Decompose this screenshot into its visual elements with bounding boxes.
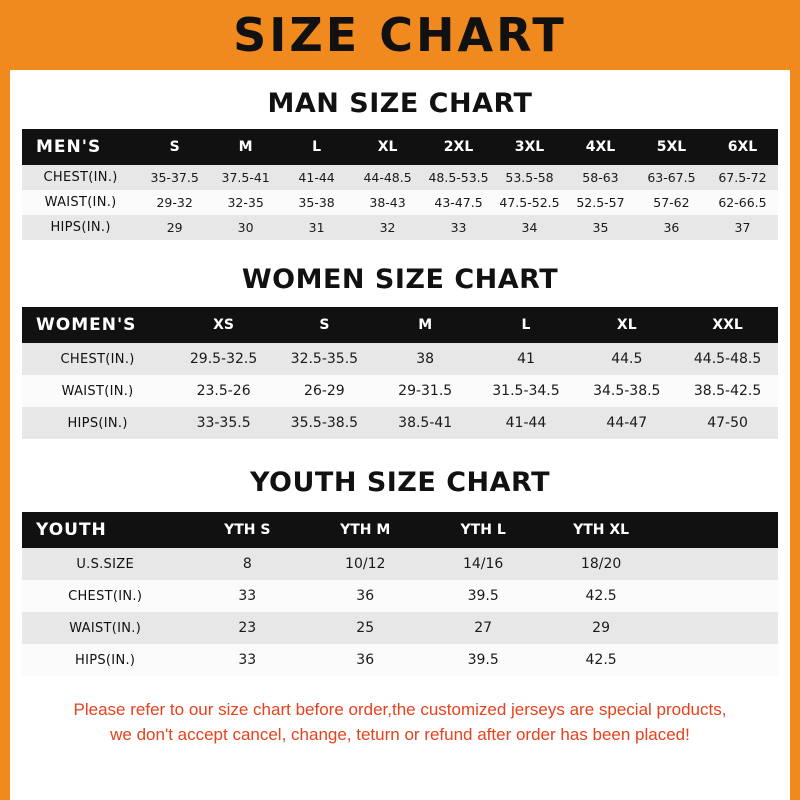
row-label: HIPS(IN.) <box>67 415 128 431</box>
cell: 53.5-58 <box>505 170 554 185</box>
cell: 25 <box>356 620 375 636</box>
notice-line-1: Please refer to our size chart before order,the customized jerseys are special products, <box>73 700 727 719</box>
row-label: WAIST(IN.) <box>44 195 117 210</box>
women-section-title: WOMEN SIZE CHART <box>241 264 559 295</box>
cell <box>660 644 778 676</box>
cell: 37 <box>734 220 751 235</box>
col-header: XXL <box>677 307 778 343</box>
row-label: CHEST(IN.) <box>60 351 135 367</box>
cell <box>660 580 778 612</box>
col-header: M <box>210 129 281 165</box>
table-header-row <box>22 129 778 165</box>
cell: 58-63 <box>582 170 619 185</box>
man-size-table <box>22 129 778 240</box>
cell: 23 <box>238 620 257 636</box>
cell: 35.5-38.5 <box>290 415 359 431</box>
cell: 29 <box>592 620 610 636</box>
cell: 36 <box>356 588 375 604</box>
col-header: L <box>476 307 577 343</box>
cell: 34.5-38.5 <box>593 383 661 399</box>
cell: 38 <box>416 351 435 367</box>
page-title: SIZE CHART <box>233 8 567 62</box>
cell: 67.5-72 <box>718 170 767 185</box>
col-header: XL <box>576 307 677 343</box>
cell: 43-47.5 <box>434 195 483 210</box>
cell: 47-50 <box>707 415 748 431</box>
table-row <box>22 548 778 580</box>
cell: 23.5-26 <box>196 383 251 399</box>
col-header: S <box>274 307 375 343</box>
cell: 39.5 <box>467 652 499 668</box>
cell: 29.5-32.5 <box>189 351 258 367</box>
col-header: M <box>375 307 476 343</box>
cell: 32-35 <box>227 195 264 210</box>
cell: 33-35.5 <box>196 415 251 431</box>
cell: 41-44 <box>505 415 547 431</box>
table-row <box>22 580 778 612</box>
table-row <box>22 612 778 644</box>
cell: 44.5 <box>611 351 643 367</box>
col-header: 2XL <box>423 129 494 165</box>
col-header: YTH XL <box>542 512 660 548</box>
cell: 18/20 <box>580 556 622 572</box>
cell: 10/12 <box>345 556 386 572</box>
cell: 36 <box>356 652 375 668</box>
col-header: 4XL <box>565 129 636 165</box>
notice-line-2: we don't accept cancel, change, teturn or refund after order has been placed! <box>110 724 690 744</box>
cell: 62-66.5 <box>718 195 767 210</box>
row-label: CHEST(IN.) <box>43 170 118 185</box>
cell: 42.5 <box>585 652 617 668</box>
col-header: XL <box>352 129 423 165</box>
cell: 29-32 <box>156 195 193 210</box>
col-header: YTH L <box>424 512 542 548</box>
content <box>10 88 790 747</box>
cell: 8 <box>242 556 252 572</box>
table-header-row <box>22 512 778 548</box>
cell: 38.5-42.5 <box>693 383 762 399</box>
banner <box>0 0 800 70</box>
row-label: WAIST(IN.) <box>69 620 142 636</box>
table-row <box>22 407 778 439</box>
cell: 33 <box>450 220 467 235</box>
cell: 29 <box>166 220 183 235</box>
cell: 31.5-34.5 <box>492 383 560 399</box>
col-header: MEN'S <box>22 129 139 165</box>
cell: 44-48.5 <box>363 170 412 185</box>
col-header: WOMEN'S <box>22 307 173 343</box>
col-header: YTH S <box>188 512 306 548</box>
row-label: HIPS(IN.) <box>75 652 136 668</box>
cell: 29-31.5 <box>398 383 453 399</box>
cell: 37.5-41 <box>221 170 270 185</box>
cell: 63-67.5 <box>647 170 696 185</box>
youth-section-title: YOUTH SIZE CHART <box>249 467 551 498</box>
col-header: YOUTH <box>22 512 188 548</box>
cell: 35-38 <box>298 195 335 210</box>
cell: 14/16 <box>462 556 504 572</box>
row-label: WAIST(IN.) <box>61 383 134 399</box>
cell: 34 <box>521 220 538 235</box>
cell <box>660 548 778 580</box>
cell: 38-43 <box>369 195 406 210</box>
table-row <box>22 215 778 240</box>
cell: 38.5-41 <box>398 415 453 431</box>
cell: 32.5-35.5 <box>290 351 359 367</box>
col-header: S <box>139 129 210 165</box>
cell <box>660 612 778 644</box>
cell: 35-37.5 <box>150 170 199 185</box>
cell: 41-44 <box>298 170 335 185</box>
cell: 30 <box>237 220 254 235</box>
table-row <box>22 165 778 190</box>
col-header: YTH M <box>306 512 424 548</box>
col-header: L <box>281 129 352 165</box>
women-size-table <box>22 307 778 439</box>
col-header: 3XL <box>494 129 565 165</box>
cell: 27 <box>474 620 493 636</box>
man-section-title: MAN SIZE CHART <box>267 88 533 119</box>
cell: 52.5-57 <box>576 195 625 210</box>
row-label: HIPS(IN.) <box>50 220 111 235</box>
col-header: XS <box>173 307 274 343</box>
col-header: 5XL <box>636 129 707 165</box>
cell: 47.5-52.5 <box>499 195 560 210</box>
table-row <box>22 644 778 676</box>
cell: 57-62 <box>653 195 690 210</box>
table-row <box>22 375 778 407</box>
cell: 33 <box>238 652 257 668</box>
cell: 26-29 <box>304 383 345 399</box>
cell: 42.5 <box>585 588 617 604</box>
cell: 41 <box>517 351 535 367</box>
cell: 32 <box>379 220 396 235</box>
cell: 33 <box>238 588 257 604</box>
table-header-row <box>22 307 778 343</box>
col-header <box>660 512 778 548</box>
row-label: CHEST(IN.) <box>68 588 143 604</box>
cell: 44-47 <box>606 415 648 431</box>
order-notice <box>22 698 778 747</box>
cell: 36 <box>663 220 680 235</box>
youth-size-table <box>22 512 778 676</box>
table-row <box>22 190 778 215</box>
col-header: 6XL <box>707 129 778 165</box>
cell: 48.5-53.5 <box>428 170 489 185</box>
table-row <box>22 343 778 375</box>
cell: 35 <box>592 220 609 235</box>
cell: 39.5 <box>467 588 499 604</box>
cell: 31 <box>308 220 325 235</box>
row-label: U.S.SIZE <box>76 556 134 572</box>
cell: 44.5-48.5 <box>693 351 762 367</box>
